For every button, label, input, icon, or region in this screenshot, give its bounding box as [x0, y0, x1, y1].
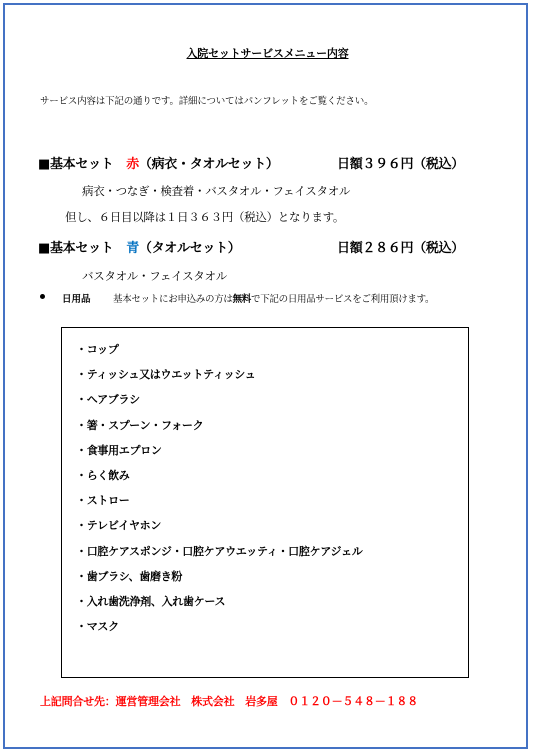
list-item: ・テレビイヤホン — [76, 519, 162, 533]
set-red-price: 日額３９６円（税込） — [337, 157, 465, 172]
list-item: ・らく飲み — [76, 468, 130, 482]
daily-goods-free-word: 無料 — [232, 294, 252, 305]
set-red-prefix: ■基本セット — [38, 157, 127, 172]
daily-goods-text-before: 基本セットにお申込みの方は — [113, 294, 233, 305]
set-blue-color-word: 青 — [126, 241, 139, 256]
daily-goods-description — [113, 291, 434, 305]
list-item: ・入れ歯洗浄剤、入れ歯ケース — [76, 594, 226, 608]
list-item: ・食事用エプロン — [76, 443, 162, 457]
set-blue-suffix: （タオルセット） — [138, 241, 241, 256]
daily-goods-text-after: で下記の日用品サービスをご利用頂けます。 — [251, 294, 435, 305]
page-title: 入院セットサービスメニュー内容 — [186, 47, 349, 60]
list-item: ・マスク — [76, 620, 119, 634]
list-item: ・口腔ケアスポンジ・口腔ケアウエッティ・口腔ケアジェル — [76, 544, 363, 558]
set-blue-price: 日額２８６円（税込） — [337, 241, 465, 256]
set-red-items: 病衣・つなぎ・検査着・バスタオル・フェイスタオル — [82, 184, 351, 198]
daily-goods-label: 日用品 — [62, 294, 91, 305]
list-item: ・コップ — [76, 343, 119, 356]
bullet-icon — [40, 294, 45, 299]
intro-text: サービス内容は下記の通りです。詳細についてはパンフレットをご覧ください。 — [40, 96, 374, 107]
list-item: ・ストロー — [76, 494, 130, 508]
contact-info: 上記問合せ先：運営管理会社 株式会社 岩多屋 ０１２０－５４８－１８８ — [40, 695, 418, 708]
list-item: ・箸・スプーン・フォーク — [76, 418, 204, 432]
set-red-suffix: （病衣・タオルセット） — [138, 157, 279, 172]
set-red-note: 但し、６日目以降は１日３６３円（税込）となります。 — [65, 210, 345, 224]
list-item: ・歯ブラシ、歯磨き粉 — [76, 569, 183, 583]
list-item: ・ティッシュ又はウエットティッシュ — [76, 368, 256, 382]
goods-list-box — [61, 327, 469, 678]
list-item: ・ヘアブラシ — [76, 393, 140, 407]
set-red-color-word: 赤 — [126, 157, 139, 172]
basic-set-red-heading — [38, 153, 279, 172]
set-blue-items: バスタオル・フェイスタオル — [82, 269, 227, 283]
goods-list — [76, 342, 362, 644]
set-blue-prefix: ■基本セット — [38, 241, 127, 256]
basic-set-blue-heading — [38, 237, 241, 256]
